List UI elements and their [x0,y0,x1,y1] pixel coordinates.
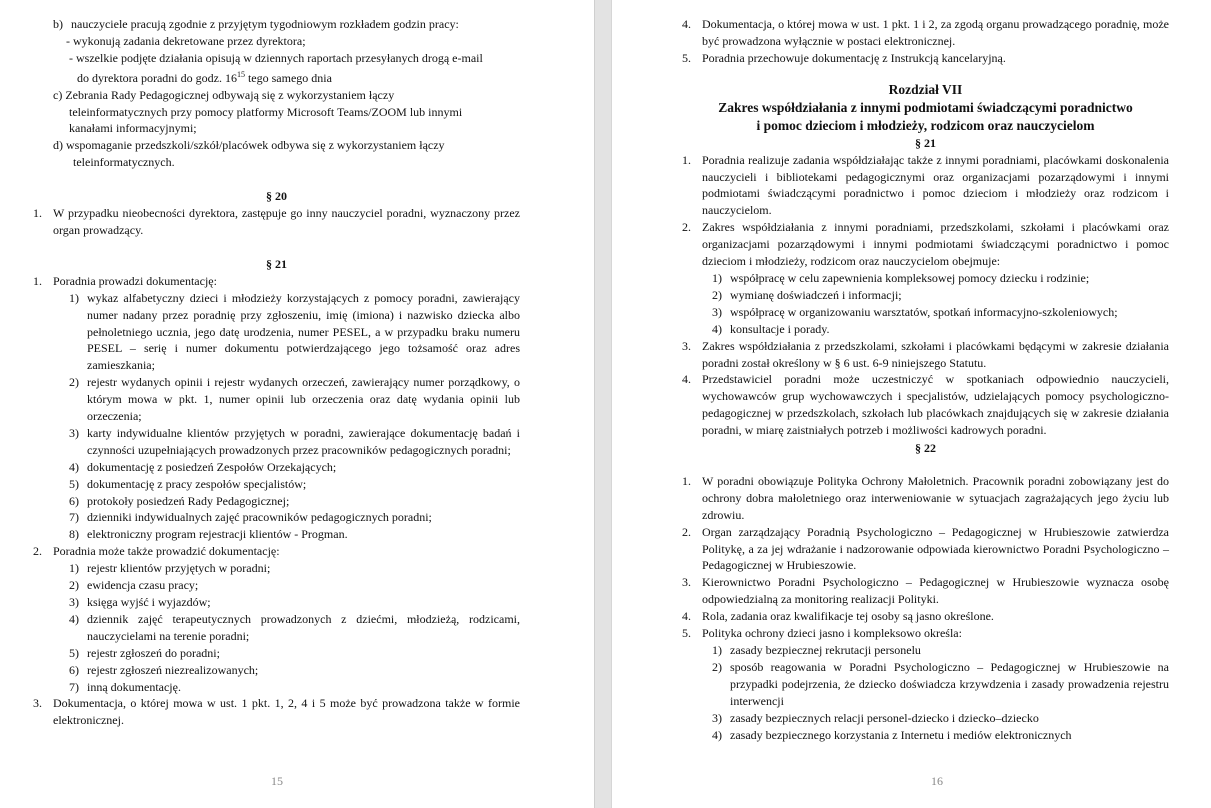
item-text: rejestr klientów przyjętych w poradni; [87,561,271,576]
item-number: 1. [682,473,691,488]
item-text: zasady bezpiecznego korzystania z Internetu i mediów elektronicznych [730,727,1072,742]
item-text: rejestr zgłoszeń do poradni; [87,645,220,660]
spacer [682,457,1169,473]
item-text: wykaz alfabetyczny dzieci i młodzieży korzystających z pomocy poradni, zawierający numer nadany przez poradnię przy zgłoszeniu, imię (imiona) i nazwisko dziecka albo pełnoletniego ucznia, jego datę urodzenia, numer PESEL, a w przypadku braku numeru PESEL – serię i numer dokumentu potwierdzającego jego tożsamość oraz adres zamieszkania; [87,290,520,373]
item-text: dokumentację z posiedzeń Zespołów Orzekających; [87,459,337,474]
sublist-item [33,493,520,510]
list-item-dash: - wykonują zadania dekretowane przez dyrektora; [66,33,306,48]
item-number: 4. [682,372,691,387]
item-number: 1) [712,643,722,657]
item-number: 1. [33,206,42,221]
sublist-item [33,662,520,679]
sublist-item [33,476,520,493]
section-heading-21: § 21 [915,135,936,150]
list-item-c-cont: kanałami informacyjnymi; [69,121,197,136]
sublist-item [682,270,1169,287]
superscript-minutes: 15 [236,69,245,79]
item-number: 2. [33,544,42,559]
item-number: 5) [69,476,79,491]
list-item [33,205,520,239]
item-number: 3) [69,595,79,609]
item-text: księga wyjść i wyjazdów; [87,595,211,609]
item-text: Organ zarządzający Poradnią Psychologiczno – Pedagogicznej w Hrubieszowie zatwierdza Politykę, a za jej wdrażanie i nadzorowanie odpowiada kierownictwo Poradni Psychologiczno – Pedagogicznej w Hrubieszowie. [702,524,1169,573]
item-number: 3. [682,338,691,353]
sublist-item [33,645,520,662]
sublist-item [682,710,1169,727]
item-text: współpracę w celu zapewnienia kompleksowej pomocy dziecku i rodzinie; [730,270,1090,285]
sublist-item [33,679,520,696]
item-text: współpracę w organizowaniu warsztatów, spotkań informacyjno-szkoleniowych; [730,304,1118,319]
item-text: zasady bezpiecznych relacji personel-dziecko i dziecko–dziecko [730,710,1039,725]
list-item-d: d) wspomaganie przedszkoli/szkół/placówek odbywa się z wykorzystaniem łączy [53,138,445,153]
list-item-c: c) Zebrania Rady Pedagogicznej odbywają się z wykorzystaniem łączy [53,87,395,102]
item-text: protokoły posiedzeń Rady Pedagogicznej; [87,493,290,508]
list-item [33,543,520,560]
page-left [0,0,594,808]
sublist-item [33,459,520,476]
item-number: 4. [682,609,691,624]
list-item [682,219,1169,270]
item-number: 3) [712,304,722,319]
sublist-item [682,642,1169,659]
item-number: 1) [69,561,79,576]
item-text: W przypadku nieobecności dyrektora, zastępuje go inny nauczyciel poradni, wyznaczony przez organ prowadzący. [53,206,520,237]
item-text: sposób reagowania w Poradni Psychologiczno – Pedagogicznej w Hrubieszowie na przypadki podejrzenia, że dziecko doświadcza krzywdzenia i zasady prowadzenia rejestru interwencji [730,659,1169,708]
dash-text: do dyrektora poradni do godz. 16 [77,70,237,85]
list-item [682,371,1169,439]
item-number: 2) [69,375,79,390]
page-left-content [33,16,520,729]
list-item [682,338,1169,372]
sublist-item [33,425,520,459]
list-item [682,473,1169,524]
page-right [612,0,1211,808]
item-text: Kierownictwo Poradni Psychologiczno – Pedagogicznej w Hrubieszowie wyznacza osobę odpowiedzialną za monitoring realizacji Polityki. [702,575,1169,607]
list-item-d-cont: teleinformatycznych. [73,155,175,170]
sublist-item [33,374,520,425]
item-text: inną dokumentację. [87,679,181,694]
sublist-item [33,560,520,577]
item-text: karty indywidualne klientów przyjętych w poradni, zawierające dokumentację badań i czynności uzupełniających prowadzonych przez pracowników pedagogicznych poradni; [87,425,520,457]
item-number: 6) [69,493,79,508]
list-item-c-cont: teleinformatycznych przy pomocy platformy Microsoft Teams/ZOOM lub innymi [69,104,463,119]
item-number: 1) [712,270,722,285]
item-text: Dokumentacja, o której mowa w ust. 1 pkt. 1, 2, 4 i 5 może być prowadzona także w formie elektronicznej. [53,696,520,728]
list-item [682,625,1169,642]
item-number: 8) [69,527,79,542]
item-number: 3. [33,696,42,711]
item-number: 2) [712,659,722,674]
list-item [682,152,1169,220]
list-item [682,50,1169,67]
item-number: 7) [69,679,79,694]
item-number: 1. [682,152,691,167]
item-number: 3) [712,710,722,725]
item-number: 4) [69,459,79,474]
item-number: 2. [682,220,691,235]
sublist-item [33,594,520,611]
item-number: 3. [682,575,691,590]
item-text: Przedstawiciel poradni może uczestniczyć w spotkaniach odpowiednio nauczycieli, wychowawców grup wychowawczych i specjalistów, udzielających pomocy psychologiczno-pedagogicznej w przedszkolach, szkołach lub placówkach znajdujących się w zakresie działania poradni, w miarę zaistniałych potrzeb i możliwości kadrowych poradni. [702,372,1169,438]
item-text: Rola, zadania oraz kwalifikacje tej osoby są jasno określone. [702,609,994,624]
item-text: rejestr wydanych opinii i rejestr wydanych orzeczeń, zawierający numer porządkowy, o którym mowa w pkt. 1, numer opinii lub orzeczenia oraz datę wydania opinii lub orzeczenia; [87,375,520,424]
sublist-item [682,659,1169,710]
item-text: nauczyciele pracują zgodnie z przyjętym tygodniowym rozkładem godzin pracy: [71,17,459,31]
chapter-subtitle: Zakres współdziałania z innymi podmiotami świadczącymi poradnictwo [718,99,1133,115]
item-text: Zakres współdziałania z innymi poradniami, przedszkolami, szkołami i placówkami oraz organizacjami pozarządowymi i innymi podmiotami świadczącymi poradnictwo i pomoc dzieciom i młodzieży, rodzicom oraz nauczycielom obejmuje: [702,220,1169,269]
sublist-item [33,290,520,375]
item-text: rejestr zgłoszeń niezrealizowanych; [87,662,259,677]
item-number: 3) [69,425,79,440]
item-text: wymianę doświadczeń i informacji; [730,287,902,302]
item-number: 2) [712,287,722,302]
sublist-item [33,611,520,645]
item-text: dzienniki indywidualnych zajęć pracowników pedagogicznych poradni; [87,510,432,525]
item-text: dokumentację z pracy zespołów specjalistów; [87,476,307,491]
item-text: dziennik zajęć terapeutycznych prowadzonych z dziećmi, młodzieżą, rodzicami, nauczycielami na terenie poradni; [87,611,520,643]
sublist-item [682,287,1169,304]
page-number: 16 [931,774,943,788]
list-item [682,524,1169,575]
sublist-item [682,321,1169,338]
list-item-b [33,16,520,33]
item-number: 2. [682,524,691,539]
item-number: 1. [33,273,42,288]
item-text: Poradnia prowadzi dokumentację: [53,273,217,288]
sublist-item [682,304,1169,321]
item-number: 4) [712,727,722,742]
item-text: zasady bezpiecznej rekrutacji personelu [730,643,921,657]
chapter-title: Rozdział VII [888,81,963,97]
item-number: 7) [69,510,79,525]
page-right-content [682,16,1169,743]
item-number: 4) [712,321,722,336]
item-text: Polityka ochrony dzieci jasno i kompleksowo określa: [702,626,962,641]
item-text: Poradnia realizuje zadania współdziałając także z innymi poradniami, placówkami doskonalenia nauczycieli i bibliotekami pedagogicznymi oraz organizacjami pozarządowymi i innymi podmiotami świadczącymi poradnictwo i pomoc dzieciom i młodzieży oraz rodzicom i nauczycielom. [702,152,1169,218]
item-number: 4) [69,611,79,626]
sublist-item [33,526,520,543]
section-heading-20: § 20 [266,189,287,204]
item-number: 5. [682,50,691,65]
list-item-dash: - wszelkie podjęte działania opisują w dziennych raportach przesyłanych drogą e-mail [69,50,483,65]
item-text: konsultacje i porady. [730,321,830,336]
item-text: Dokumentacja, o której mowa w ust. 1 pkt. 1 i 2, za zgodą organu prowadzącego poradnię, może być prowadzona wyłącznie w postaci elektronicznej. [702,17,1169,48]
item-text: Poradnia przechowuje dokumentację z Instrukcją kancelaryjną. [702,50,1006,65]
item-number: 5. [682,626,691,641]
page-number: 15 [271,774,283,788]
sublist-item [33,577,520,594]
item-number: 1) [69,290,79,305]
item-text: W poradni obowiązuje Polityka Ochrony Małoletnich. Pracownik poradni zobowiązany jest do ochrony dobra małoletniego oraz interweniowanie w sytuacjach zagrażających jego życiu lub zdrowiu. [702,473,1169,522]
sublist-item [33,509,520,526]
page-gutter [594,0,612,808]
list-item [33,695,520,729]
list-item [33,273,520,290]
item-text: ewidencja czasu pracy; [87,578,199,593]
item-number: 2) [69,578,79,593]
item-text: Zakres współdziałania z przedszkolami, szkołami i placówkami będącymi w zakresie działania poradni został określony w § 6 ust. 6-9 niniejszego Statutu. [702,338,1169,370]
item-text: elektroniczny program rejestracji klientów - Progman. [87,527,348,542]
item-label: b) [53,17,63,31]
chapter-subtitle: i pomoc dzieciom i młodzieży, rodzicom oraz nauczycielom [756,117,1095,133]
list-item [682,608,1169,625]
list-item-dash-cont [33,67,520,87]
dash-text-end: tego samego dnia [244,70,332,85]
item-text: Poradnia może także prowadzić dokumentację: [53,544,280,559]
item-number: 6) [69,662,79,677]
item-number: 5) [69,645,79,660]
section-heading-22: § 22 [915,441,936,456]
list-item [682,574,1169,608]
sublist-item [682,727,1169,744]
section-heading-21: § 21 [266,256,287,271]
list-item [682,16,1169,50]
item-number: 4. [682,17,691,31]
